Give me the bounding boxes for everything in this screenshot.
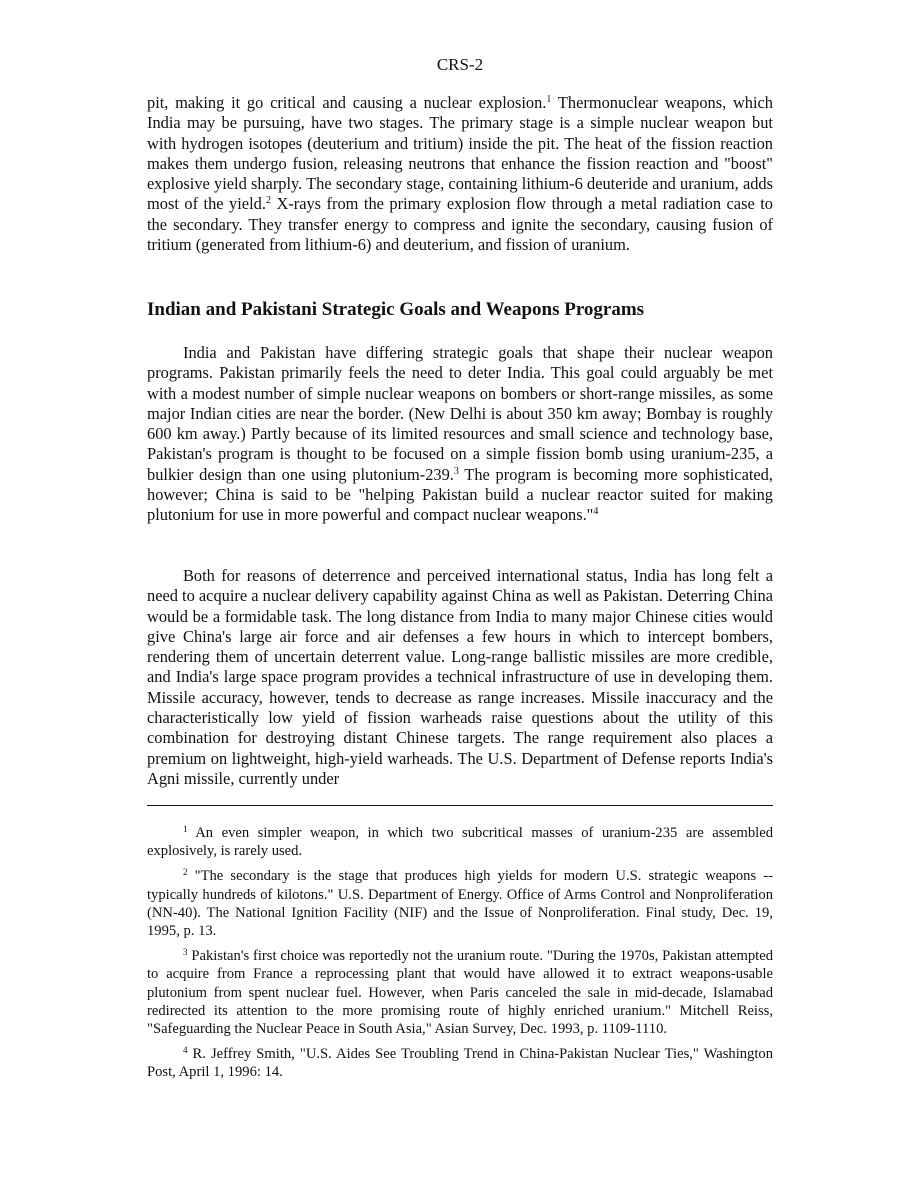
footnote-ref-2[interactable]: 2 xyxy=(265,195,271,207)
footnote-text: An even simpler weapon, in which two subcritical masses of uranium-235 are assembled explosively, is rarely used. xyxy=(147,825,773,860)
footnote-text: R. Jeffrey Smith, "U.S. Aides See Troubling Trend in China-Pakistan Nuclear Ties," Washington Post, April 1, 1996: 14. xyxy=(147,1046,773,1081)
intro-paragraph xyxy=(147,93,773,255)
footnote-text: "The secondary is the stage that produces high yields for modern U.S. strategic weapons -- typically hundreds of kilotons." U.S. Department of Energy. Office of Arms Control and Nonproliferation (NN-40). The National Ignition Facility (NIF) and the Issue of Nonproliferation. Final study, Dec. 19, 1995, p. 13. xyxy=(147,868,773,940)
intro-text-2: Thermonuclear weapons, which India may be pursuing, have two stages. The primary stage is a simple nuclear weapon but with hydrogen isotopes (deuterium and tritium) inside the pit. The heat of the fission reaction makes them undergo fusion, releasing neutrons that enhance the fission reaction and "boost" explosive yield sharply. The secondary stage, containing lithium-6 deuteride and uranium, adds most of the yield. xyxy=(147,93,774,214)
footnote-ref-1[interactable]: 1 xyxy=(546,94,552,105)
section-paragraph-1 xyxy=(147,343,773,526)
footnote-number: 2 xyxy=(183,867,188,878)
section-p1-text-2: The program is becoming more sophisticated, however; China is said to be "helping Pakistan build a nuclear reactor suited for making plutonium for use in more powerful and compact nuclear weapons." xyxy=(147,464,773,525)
footnote-number: 4 xyxy=(183,1045,188,1056)
intro-text-1: pit, making it go critical and causing a nuclear explosion. xyxy=(147,93,547,112)
footnote-number: 3 xyxy=(183,947,188,958)
footnote-3 xyxy=(147,947,773,1038)
footnote-ref-4[interactable]: 4 xyxy=(593,506,599,518)
section-p2-text: Both for reasons of deterrence and perceived international status, India has long felt a need to acquire a nuclear delivery capability against China as well as Pakistan. Deterring China would be a formidable task. The long distance from India to many major Chinese cities would give China's large air force and air defenses a few hours in which to intercept bombers, rendering them of uncertain deterrent value. Long-range ballistic missiles are more credible, and India's large space program provides a technical infrastructure of use in developing them. Missile accuracy, however, tends to decrease as range increases. Missile inaccuracy and the characteristically low yield of fission warheads raise questions about the utility of this combination for destroying distant Chinese targets. The range requirement also places a premium on lightweight, high-yield warheads. The U.S. Department of Defense reports India's Agni missile, currently under xyxy=(147,566,773,788)
footnote-divider xyxy=(147,805,773,806)
footnote-ref-3[interactable]: 3 xyxy=(453,465,459,477)
page-header: CRS-2 xyxy=(436,55,484,74)
footnote-number: 1 xyxy=(183,824,188,834)
intro-text-3: X-rays from the primary explosion flow through a metal radiation case to the secondary. They transfer energy to compress and ignite the secondary, causing fusion of tritium (generated from lithium-6) and deuterium, and fission of uranium. xyxy=(147,194,773,255)
footnotes xyxy=(147,824,773,1089)
footnote-text: Pakistan's first choice was reportedly not the uranium route. "During the 1970s, Pakistan attempted to acquire from France a reprocessing plant that would have allowed it to extract weapons-usable plutonium from spent nuclear fuel. However, when Paris canceled the sale in mid-decade, Islamabad redirected its attention to the more promising route of highly enriched uranium." Mitchell Reiss, "Safeguarding the Nuclear Peace in South Asia," Asian Survey, Dec. 1993, p. 1109-1110. xyxy=(147,948,773,1038)
section-paragraph-2 xyxy=(147,566,773,789)
footnote-4 xyxy=(147,1045,773,1081)
section-heading: Indian and Pakistani Strategic Goals and Weapons Programs xyxy=(147,299,645,320)
footnote-1 xyxy=(147,824,773,860)
section-p1-text-1: India and Pakistan have differing strategic goals that shape their nuclear weapon programs. Pakistan primarily feels the need to deter India. This goal could arguably be met with a modest number of simple nuclear weapons on bombers or short-range missiles, as some major Indian cities are near the border. (New Delhi is about 350 km away; Bombay is roughly 600 km away.) Partly because of its limited resources and small science and technology base, Pakistan's program is thought to be focused on a simple fission bomb using uranium-235, a bulkier design than one using plutonium-239. xyxy=(147,343,773,484)
footnote-2 xyxy=(147,867,773,940)
